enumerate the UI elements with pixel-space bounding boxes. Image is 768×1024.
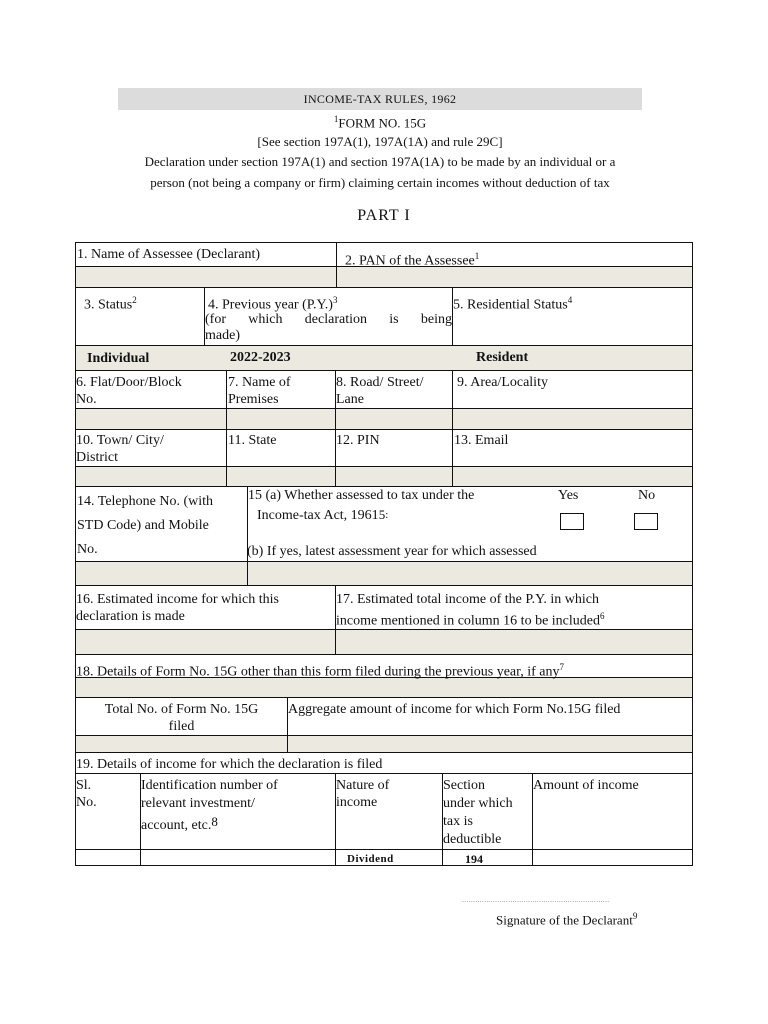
row-14-15-input[interactable]: [76, 561, 692, 585]
field-2-text: 2. PAN of the Assessee: [345, 253, 475, 269]
hline: [75, 654, 693, 655]
field-7-line-1: 7. Name of: [228, 375, 291, 390]
field-10-line-1: 10. Town/ City/: [76, 433, 164, 448]
hline: [75, 287, 693, 288]
table19-section-value[interactable]: 194: [465, 852, 483, 866]
field-7-premises-label: [228, 374, 291, 408]
field-2-pan-label: [345, 248, 479, 270]
hline: [75, 429, 693, 430]
field-16-line-2: declaration is made: [76, 609, 185, 624]
field-18-footnote: 7: [559, 662, 565, 672]
field-18-col1-line-2: filed: [168, 719, 195, 734]
field-9-area-label: 9. Area/Locality: [457, 375, 548, 390]
table19-header-amount: Amount of income: [533, 778, 639, 793]
table19-nature-value[interactable]: Dividend: [347, 853, 394, 865]
hline: [75, 773, 693, 774]
field-1-name-label: 1. Name of Assessee (Declarant): [77, 247, 261, 262]
hline: [75, 585, 693, 586]
t19-id-line-2: relevant investment/: [141, 796, 255, 811]
field-19-label: 19. Details of income for which the declaration is filed: [76, 757, 383, 772]
signature-label: [496, 911, 637, 928]
table19-header-identification: [141, 777, 278, 835]
field-8-road-label: [336, 374, 424, 408]
field-5-residential-status-label: [453, 292, 572, 314]
vline: [336, 242, 337, 287]
t19-section-line-3: tax is: [443, 814, 473, 829]
hline: [75, 849, 693, 850]
field-15a-colon: :: [385, 509, 389, 521]
field-10-line-2: District: [76, 450, 118, 465]
field-4-text: 4. Previous year (P.Y.): [208, 297, 333, 313]
vline: [452, 370, 453, 486]
field-14-line-3: No.: [77, 542, 98, 557]
field-6-flat-label: [76, 374, 182, 408]
part-title: PART I: [357, 207, 411, 224]
field-4-line-3: made): [205, 328, 240, 343]
field-14-line-1: 14. Telephone No. (with: [77, 494, 214, 509]
field-5-footnote: 4: [567, 295, 573, 305]
field-10-town-label: [76, 432, 164, 466]
hline: [75, 345, 693, 346]
signature-text: Signature of the Declarant: [496, 912, 633, 928]
field-11-state-label: 11. State: [228, 433, 277, 448]
field-14-telephone-label: [77, 490, 213, 562]
field-17-line-2: income mentioned in column 16 to be included: [336, 613, 600, 629]
field-3-status-label: [84, 292, 137, 314]
field-15a-footnote: 5: [378, 507, 386, 522]
t19-section-line-2: under which: [443, 796, 513, 811]
field-6-line-1: 6. Flat/Door/Block: [76, 375, 182, 390]
t19-nature-line-1: Nature of: [336, 778, 390, 793]
field-18-col-aggregate: Aggregate amount of income for which Form No.15G filed: [288, 702, 621, 717]
hline: [75, 735, 693, 736]
field-3-footnote: 2: [132, 295, 137, 305]
t19-sl-line-2: No.: [76, 795, 97, 810]
field-15a-text: Income-tax Act, 1961: [257, 508, 379, 523]
form-number: [118, 114, 642, 131]
field-14-line-2: STD Code) and Mobile: [77, 518, 209, 533]
no-checkbox[interactable]: [634, 513, 658, 530]
field-6-line-2: No.: [76, 392, 97, 407]
signature-footnote: 9: [632, 911, 638, 921]
t19-id-footnote: 8: [211, 814, 218, 829]
row-3-5-input[interactable]: [76, 345, 692, 370]
declaration-line-2: person (not being a company or firm) claiming certain incomes without deduction of tax: [150, 175, 610, 190]
hline: [75, 466, 693, 467]
field-13-email-label: 13. Email: [454, 433, 509, 448]
yes-label: Yes: [558, 488, 579, 503]
field-8-line-1: 8. Road/ Street/: [336, 375, 424, 390]
field-8-line-2: Lane: [336, 392, 364, 407]
hline: [75, 408, 693, 409]
table19-header-section: [443, 777, 513, 849]
row-6-9-input[interactable]: [76, 408, 692, 429]
field-4-footnote: 3: [332, 295, 338, 305]
field-17-footnote: 6: [600, 611, 605, 621]
hline: [75, 370, 693, 371]
no-label: No: [638, 488, 656, 503]
table19-header-nature: [336, 777, 389, 811]
t19-id-line-1: Identification number of: [141, 778, 278, 793]
t19-section-line-1: Section: [443, 778, 485, 793]
field-5-text: 5. Residential Status: [453, 297, 568, 313]
field-3-text: 3. Status: [84, 297, 133, 313]
field-16-estimated-income-label: [76, 591, 279, 625]
form-number-footnote: 1: [333, 114, 339, 124]
form-number-text: FORM NO. 15G: [338, 115, 427, 131]
field-4-line-2: (for which declaration is being: [205, 312, 452, 327]
field-16-line-1: 16. Estimated income for which this: [76, 592, 279, 607]
field-7-line-2: Premises: [228, 392, 279, 407]
field-18-text: 18. Details of Form No. 15G other than this form filed during the previous year, if any: [76, 664, 560, 680]
field-18-col1-line-1: Total No. of Form No. 15G: [104, 702, 259, 717]
field-18-label: [76, 659, 564, 681]
field-15a-label-line-1: 15 (a) Whether assessed to tax under the: [248, 488, 475, 503]
hline: [75, 697, 693, 698]
vline: [226, 370, 227, 486]
row-18-table-input[interactable]: [76, 735, 692, 752]
field-15a-label-line-2: [257, 506, 388, 524]
field-17-total-income-label: [336, 591, 605, 630]
field-18-col-total-forms: [76, 701, 287, 735]
row-16-17-input[interactable]: [76, 629, 692, 654]
row-10-13-input[interactable]: [76, 466, 692, 486]
rules-title: INCOME-TAX RULES, 1962: [118, 88, 642, 110]
section-reference: [See section 197A(1), 197A(1A) and rule 29C]: [257, 134, 503, 149]
field-12-pin-label: 12. PIN: [336, 433, 380, 448]
table19-header-sl-no: [76, 777, 97, 811]
hline: [75, 242, 693, 243]
previous-year-value[interactable]: 2022-2023: [230, 350, 291, 365]
t19-nature-line-2: income: [336, 795, 378, 810]
field-17-line-1: 17. Estimated total income of the P.Y. in which: [336, 592, 599, 607]
t19-sl-line-1: Sl.: [76, 778, 92, 793]
t19-id-line-3: account, etc.: [141, 818, 212, 833]
hline: [75, 752, 693, 753]
t19-section-line-4: deductible: [443, 832, 502, 847]
field-2-footnote: 1: [474, 251, 480, 261]
residential-status-value[interactable]: Resident: [476, 350, 529, 365]
declaration-line-1: Declaration under section 197A(1) and section 197A(1A) to be made by an individual or a: [144, 154, 616, 169]
field-15b-label: (b) If yes, latest assessment year for which assessed: [247, 544, 537, 559]
signature-dotted-line: ...................................................................: [462, 895, 610, 904]
status-value[interactable]: Individual: [87, 351, 150, 366]
yes-checkbox[interactable]: [560, 513, 584, 530]
